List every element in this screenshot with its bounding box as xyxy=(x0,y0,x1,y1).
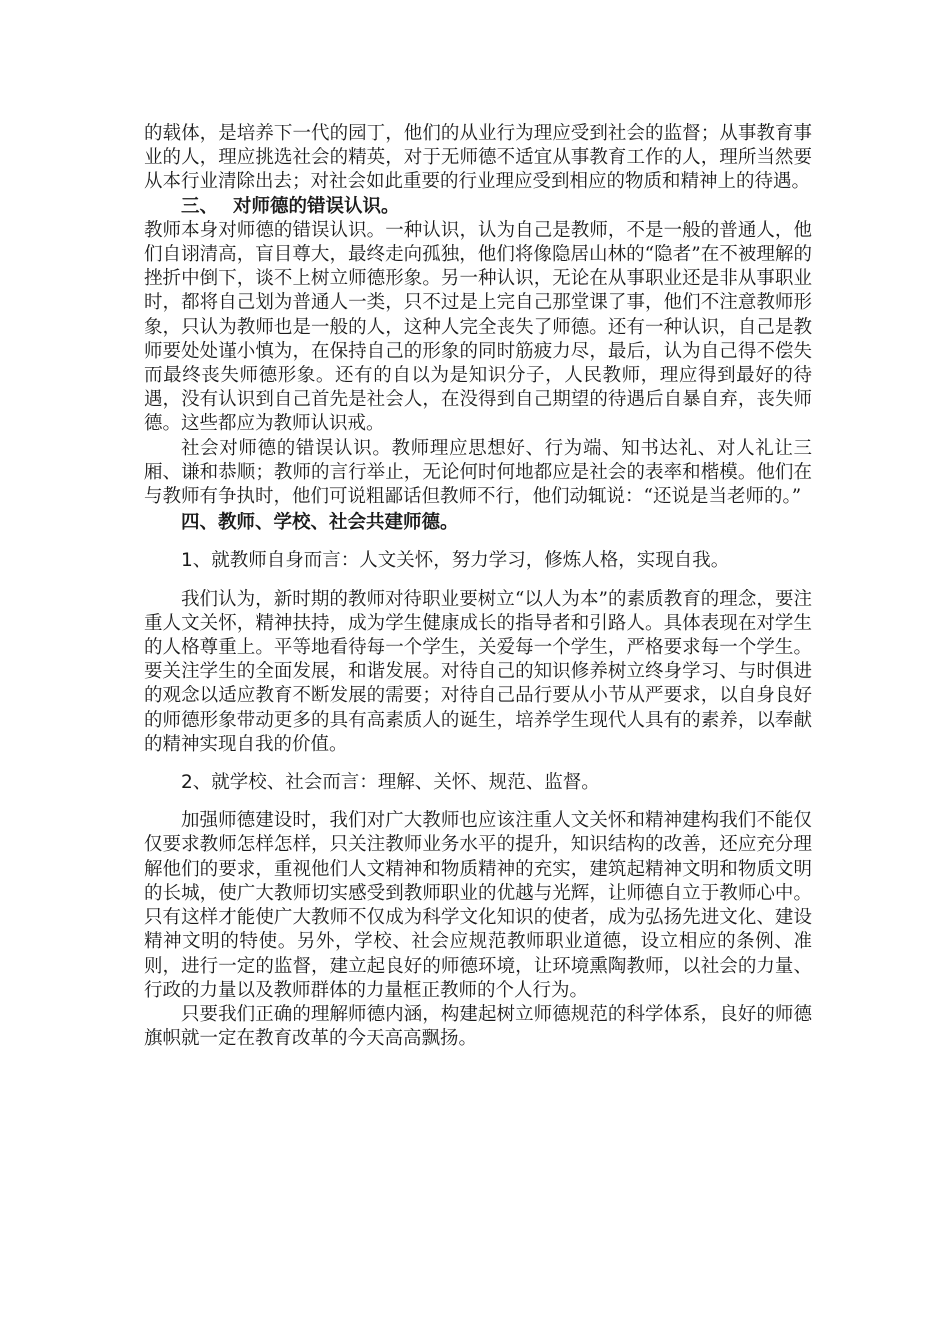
paragraph-school-society: 加强师德建设时，我们对广大教师也应该注重人文关怀和精神建构我们不能仅仅要求教师怎样怎样，只关注教师业务水平的提升，知识结构的改善，还应充分理解他们的要求，重视他们人文精神和物质精神的充实，建筑起精神文明和物质文明的长城，使广大教师切实感受到教师职业的优越与光辉，让师德自立于教师心中。只有这样才能使广大教师不仅成为科学文化知识的使者，成为弘扬先进文化、建设精神文明的特使。另外，学校、社会应规范教师职业道德，设立相应的条例、准则，进行一定的监督，建立起良好的师德环境，让环境熏陶教师，以社会的力量、行政的力量以及教师群体的力量框正教师的个人行为。 xyxy=(144,810,812,1001)
subheading-school-society: 2、就学校、社会而言：理解、关怀、规范、监督。 xyxy=(181,772,600,794)
section-heading-3-number: 三、 xyxy=(181,195,219,217)
paragraph-society-misconceptions: 社会对师德的错误认识。教师理应思想好、行为端、知书达礼、对人礼让三厢、谦和恭顺；教师的言行举止，无论何时何地都应是社会的表率和楷模。他们在与教师有争执时，他们可说粗鄙话但教师不行，他们动辄说：“还说是当老师的。” xyxy=(144,437,812,508)
paragraph-closing: 只要我们正确的理解师德内涵，构建起树立师德规范的科学体系，良好的师德旗帜就一定在教育改革的今天高高飘扬。 xyxy=(144,1003,812,1050)
paragraph-top: 的载体，是培养下一代的园丁，他们的从业行为理应受到社会的监督；从事教育事业的人，理应挑选社会的精英，对于无师德不适宜从事教育工作的人，理所当然要从本行业清除出去；对社会如此重要的行业理应受到相应的物质和精神上的待遇。 xyxy=(144,123,812,193)
section-heading-3 xyxy=(144,195,812,219)
subheading-teacher-self: 1、就教师自身而言：人文关怀，努力学习，修炼人格，实现自我。 xyxy=(181,550,730,572)
section-heading-3-text: 对师德的错误认识。 xyxy=(233,195,400,217)
paragraph-teacher-misconceptions: 教师本身对师德的错误认识。一种认识，认为自己是教师，不是一般的普通人，他们自诩清高，盲目尊大，最终走向孤独，他们将像隐居山林的“隐者”在不被理解的挫折中倒下，谈不上树立师德形象。另一种认识，无论在从事职业还是非从事职业时，都将自己划为普通人一类，只不过是上完自己那堂课了事，他们不注意教师形象，只认为教师也是一般的人，这种人完全丧失了师德。还有一种认识，自己是教师要处处谨小慎为，在保持自己的形象的同时筋疲力尽，最后，认为自己得不偿失而最终丧失师德形象。还有的自以为是知识分子，人民教师，理应得到最好的待遇，没有认识到自己首先是社会人，在没得到自己期望的待遇后自暴自弃，丧失师德。这些都应为教师认识戒。 xyxy=(144,219,812,435)
paragraph-teacher-self: 我们认为，新时期的教师对待职业要树立“以人为本”的素质教育的理念，要注重人文关怀，精神扶持，成为学生健康成长的指导者和引路人。具体表现在对学生的人格尊重上。平等地看待每一个学生，关爱每一个学生，严格要求每一个学生。要关注学生的全面发展，和谐发展。对待自己的知识修养树立终身学习、与时俱进的观念以适应教育不断发展的需要；对待自己品行要从小节从严要求，以自身良好的师德形象带动更多的具有高素质人的诞生，培养学生现代人具有的素养，以奉献的精神实现自我的价值。 xyxy=(144,588,812,755)
section-heading-4: 四、教师、学校、社会共建师德。 xyxy=(181,512,459,534)
document-body xyxy=(144,122,812,1051)
